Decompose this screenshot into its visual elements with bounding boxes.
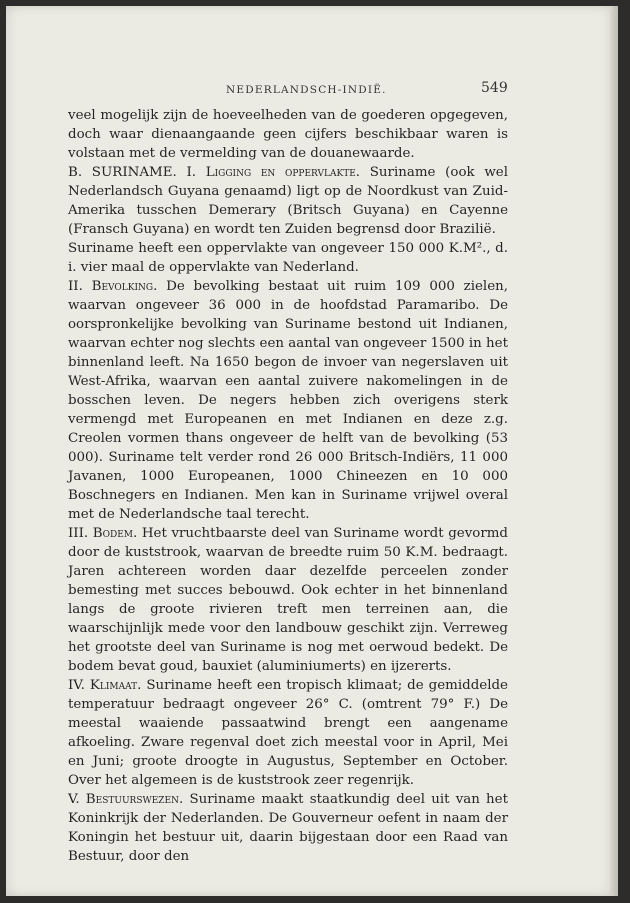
section-2-heading: Bevolking. [91, 279, 158, 294]
book-page [6, 6, 618, 896]
section-b-heading: Ligging en oppervlakte. [205, 165, 361, 180]
section-5-text: Suriname maakt staatkundig deel uit van het Koninkrijk der Nederlanden. De Gouverneur oefent in naam der Koningin het bestuur uit, daarin bijgestaan door een Raad van Bestuur, door den [68, 792, 508, 864]
section-b-text: Suriname (ook wel Nederlandsch Guyana genaamd) ligt op de Noordkust van Zuid-Amerika tusschen Demerary (Britsch Guyana) en Cayenne (Fransch Guyana) en wordt ten Zuiden begrensd door Brazilië. [68, 165, 508, 237]
section-4-text: Suriname heeft een tropisch klimaat; de gemiddelde temperatuur bedraagt ongeveer 26° C. (omtrent 79° F.) De meestal waaiende passaatwind brengt een aangename afkoeling. Zware regenval doet zich meestal voor in April, Mei en Juni; groote droogte in Augustus, September en October. Over het algemeen is de kuststrook zeer regenrijk. [68, 678, 508, 788]
section-b-paragraph [68, 163, 508, 239]
section-3-paragraph [68, 524, 508, 676]
page-number: 549 [481, 80, 508, 96]
intro-paragraph [68, 106, 508, 163]
section-5-heading: Bestuurswezen. [85, 792, 184, 807]
section-4-paragraph [68, 676, 508, 790]
intro-text: veel mogelijk zijn de hoeveelheden van de goederen opgegeven, doch waar dienaangaande geen cijfers beschikbaar waren is volstaan met de vermelding van de douanewaarde. [68, 108, 508, 161]
section-2-text: De bevolking bestaat uit ruim 109 000 zielen, waarvan ongeveer 36 000 in de hoofdstad Paramaribo. De oorspronkelijke bevolking van Suriname bestond uit Indianen, waarvan echter nog slechts een aantal van ongeveer 1500 in het binnenland leeft. Na 1650 begon de invoer van negerslaven uit West-Afrika, waarvan een aantal zuivere nakomelingen in de bosschen leven. De negers hebben zich overigens sterk vermengd met Europeanen en met Indianen en deze z.g. Creolen vormen thans ongeveer de helft van de bevolking (53 000). Suriname telt verder rond 26 000 Britsch-Indiërs, 11 000 Javanen, 1000 Europeanen, 1000 Chineezen en 10 000 Boschnegers en Indianen. Men kan in Suriname vrijwel overal met de Nederlandsche taal terecht. [68, 279, 509, 522]
section-4-heading: Klimaat. [89, 678, 142, 693]
section-b-label: B. SURINAME. I. [68, 165, 196, 180]
section-5-label: V. [68, 792, 80, 807]
running-title: NEDERLANDSCH-INDIË. [226, 84, 387, 96]
section-5-paragraph [68, 790, 508, 866]
section-4-label: IV. [68, 678, 85, 693]
section-3-heading: Bodem. [92, 526, 138, 541]
section-2-label: II. [68, 279, 83, 294]
section-3-label: III. [68, 526, 89, 541]
section-b-paragraph-2 [68, 239, 508, 277]
section-b-text-2: Suriname heeft een oppervlakte van ongeveer 150 000 K.M²., d. i. vier maal de oppervlakte van Nederland. [68, 241, 508, 275]
section-3-text: Het vruchtbaarste deel van Suriname wordt gevormd door de kuststrook, waarvan de breedte ruim 50 K.M. bedraagt. Jaren achtereen worden daar dezelfde perceelen zonder bemesting met succes bebouwd. Ook echter in het binnenland langs de groote rivieren treft men terreinen aan, die waarschijnlijk mede voor den landbouw geschikt zijn. Verreweg het grootste deel van Suriname is nog met oerwoud bedekt. De bodem bevat goud, bauxiet (aluminiumerts) en ijzererts. [68, 526, 509, 674]
section-2-paragraph [68, 277, 508, 524]
body-text [68, 106, 508, 866]
page-spine-shadow [610, 6, 618, 896]
